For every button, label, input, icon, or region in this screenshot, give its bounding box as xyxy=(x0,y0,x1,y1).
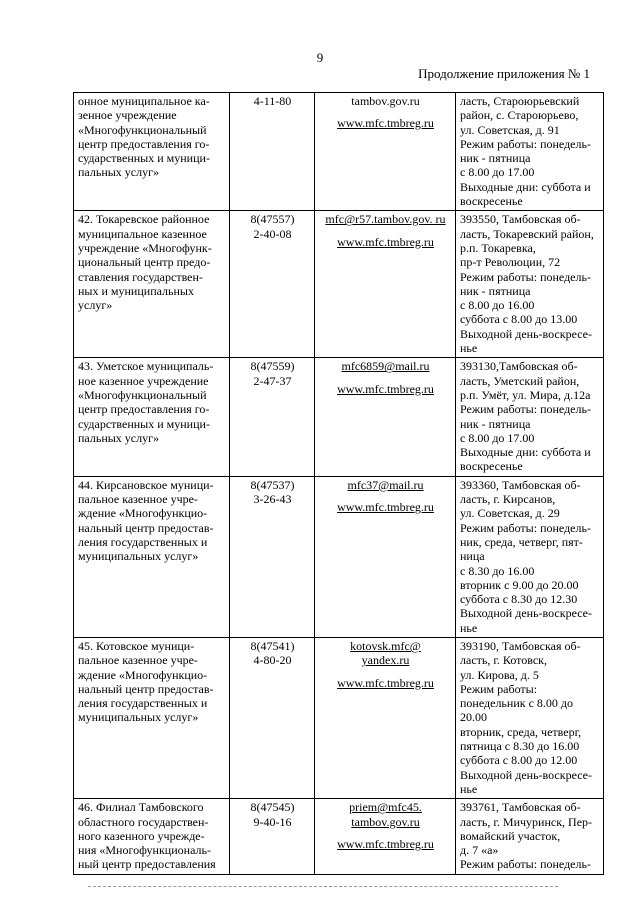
address-schedule-line: Режим работы: понедель- xyxy=(460,520,591,535)
address-schedule-line: пятница с 8.30 до 16.00 xyxy=(460,739,580,754)
appendix-continuation: Продолжение приложения № 1 xyxy=(418,66,590,81)
address-schedule-line: Режим работы: понедель- xyxy=(460,857,591,872)
org-name-line: ления государственных и xyxy=(78,534,208,549)
org-name-line: ждение «Многофункцио- xyxy=(78,667,208,682)
email-link[interactable]: mfc37@mail.ru xyxy=(347,477,424,492)
phone-cell xyxy=(230,211,315,358)
mfc-table-body xyxy=(74,93,604,875)
org-name-line: 46. Филиал Тамбовского xyxy=(78,800,204,815)
address-schedule-line: с 8.00 до 16.00 xyxy=(460,298,535,313)
address-schedule-line: с 8.00 до 17.00 xyxy=(460,165,535,180)
org-name-line: услуг» xyxy=(78,298,113,313)
address-schedule-line: ник - пятница xyxy=(460,283,531,298)
org-name-line: сударственных и муници- xyxy=(78,151,210,166)
address-schedule-line: вторник с 9.00 до 20.00 xyxy=(460,577,579,592)
address-schedule-line: Режим работы: понедель- xyxy=(460,136,591,151)
org-name-line: 45. Котовское муници- xyxy=(78,638,195,653)
phone-line: 8(47541) xyxy=(250,638,295,653)
table-row xyxy=(74,93,604,211)
org-name-line: ждение «Многофункцио- xyxy=(78,506,208,521)
address-schedule-line: Выходной день-воскресе- xyxy=(460,326,592,341)
address-schedule-line: нье xyxy=(460,341,478,356)
website-link[interactable]: www.mfc.tmbreg.ru xyxy=(337,381,434,396)
phone-cell xyxy=(230,476,315,637)
org-name-line: пальных услуг» xyxy=(78,165,160,180)
address-schedule-line: 393550, Тамбовская об- xyxy=(460,212,581,227)
table-row xyxy=(74,799,604,874)
org-name-line: муниципальное казенное xyxy=(78,226,207,241)
footer-divider xyxy=(88,886,558,887)
org-name-line: 42. Токаревское районное xyxy=(78,212,210,227)
org-name-line: пальных услуг» xyxy=(78,430,160,445)
org-name-line: нальный центр предостав- xyxy=(78,520,214,535)
website-link[interactable]: www.mfc.tmbreg.ru xyxy=(337,234,434,249)
spacer xyxy=(319,374,452,382)
phone-line: 9-40-16 xyxy=(253,814,292,829)
address-schedule-line: 393190, Тамбовская об- xyxy=(460,638,581,653)
org-name-line: центр предоставления го- xyxy=(78,136,210,151)
spacer xyxy=(319,668,452,676)
org-name-line: ное казенное учреждение xyxy=(78,373,209,388)
website-link[interactable]: www.mfc.tmbreg.ru xyxy=(337,116,434,131)
org-name-cell xyxy=(74,637,230,798)
phone-line: 8(47537) xyxy=(250,477,295,492)
website-link[interactable]: www.mfc.tmbreg.ru xyxy=(337,500,434,515)
email-link[interactable]: tambov.gov.ru xyxy=(351,94,420,108)
address-schedule-line: ница xyxy=(460,549,485,564)
phone-line: 4-11-80 xyxy=(253,94,292,108)
phone-line: 2-47-37 xyxy=(253,373,292,388)
address-schedule-line: суббота с 8.00 до 13.00 xyxy=(460,312,578,327)
address-schedule-line: суббота с 8.00 до 12.00 xyxy=(460,753,578,768)
address-schedule-line: ник - пятница xyxy=(460,416,531,431)
org-name-cell xyxy=(74,476,230,637)
org-name-line: «Многофункциональный xyxy=(78,387,207,402)
phone-line: 8(47545) xyxy=(250,800,295,815)
address-schedule-line: воскресенье xyxy=(460,194,523,209)
org-name-line: ния «Многофункциональ- xyxy=(78,843,211,858)
email-link[interactable]: mfc@r57.tambov.gov. ru xyxy=(325,212,446,227)
address-schedule-cell xyxy=(456,799,604,874)
address-schedule-line: с 8.30 до 16.00 xyxy=(460,563,535,578)
address-schedule-line: Выходной день-воскресе- xyxy=(460,767,592,782)
address-schedule-line: вторник, среда, четверг, xyxy=(460,724,582,739)
address-schedule-line: Режим работы: понедель- xyxy=(460,269,591,284)
spacer xyxy=(319,829,452,837)
phone-line: 3-26-43 xyxy=(253,492,292,507)
org-name-line: онное муниципальное ка- xyxy=(78,94,210,108)
address-schedule-line: понедельник с 8.00 до xyxy=(460,696,574,711)
address-schedule-line: Выходные дни: суббота и xyxy=(460,445,591,460)
address-schedule-line: д. 7 «а» xyxy=(460,843,499,858)
address-schedule-line: пр-т Революции, 72 xyxy=(460,255,561,270)
address-schedule-line: Выходной день-воскресе- xyxy=(460,606,592,621)
org-name-line: ного казенного учрежде- xyxy=(78,828,205,843)
phone-line: 8(47559) xyxy=(250,359,295,374)
email-link[interactable]: kotovsk.mfc@ yandex.ru xyxy=(350,638,421,668)
address-schedule-line: суббота с 8.30 до 12.30 xyxy=(460,592,578,607)
phone-cell xyxy=(230,93,315,211)
address-schedule-line: ул. Советская, д. 29 xyxy=(460,506,560,521)
address-schedule-cell xyxy=(456,93,604,211)
address-schedule-line: р.п. Токаревка, xyxy=(460,240,536,255)
org-name-line: ный центр предоставления xyxy=(78,857,216,872)
org-name-line: пальное казенное учре- xyxy=(78,492,198,507)
email-link[interactable]: mfc6859@mail.ru xyxy=(341,359,430,374)
spacer xyxy=(319,492,452,500)
address-schedule-line: ласть, г. Кирсанов, xyxy=(460,492,556,507)
address-schedule-line: ласть, г. Мичуринск, Пер- xyxy=(460,814,593,829)
org-name-line: областного государствен- xyxy=(78,814,209,829)
phone-line: 2-40-08 xyxy=(253,226,292,241)
address-schedule-line: Режим работы: понедель- xyxy=(460,402,591,417)
org-name-line: ных и муниципальных xyxy=(78,283,194,298)
contacts-cell xyxy=(315,358,456,476)
address-schedule-line: нье xyxy=(460,620,478,635)
org-name-cell xyxy=(74,93,230,211)
org-name-line: нальный центр предостав- xyxy=(78,681,214,696)
phone-line: 4-80-20 xyxy=(253,653,292,668)
address-schedule-line: ул. Советская, д. 91 xyxy=(460,122,560,137)
address-schedule-cell xyxy=(456,476,604,637)
contacts-cell xyxy=(315,211,456,358)
table-row xyxy=(74,358,604,476)
org-name-line: муниципальных услуг» xyxy=(78,710,199,725)
mfc-table xyxy=(73,92,604,875)
org-name-line: пальное казенное учре- xyxy=(78,653,198,668)
table-row xyxy=(74,476,604,637)
website-link[interactable]: www.mfc.tmbreg.ru xyxy=(337,675,434,690)
org-name-line: сударственных и муници- xyxy=(78,416,210,431)
address-schedule-line: 393360, Тамбовская об- xyxy=(460,477,581,492)
org-name-line: центр предоставления го- xyxy=(78,402,210,417)
org-name-line: ления государственных и xyxy=(78,696,208,711)
org-name-line: муниципальных услуг» xyxy=(78,549,199,564)
page-number: 9 xyxy=(316,50,324,65)
org-name-line: ставления государствен- xyxy=(78,269,203,284)
address-schedule-line: 20.00 xyxy=(460,710,487,725)
address-schedule-line: р.п. Умёт, ул. Мира, д.12а xyxy=(460,387,591,402)
address-schedule-line: район, с. Староюрьево, xyxy=(460,108,579,123)
address-schedule-cell xyxy=(456,358,604,476)
address-schedule-line: воскресенье xyxy=(460,459,523,474)
address-schedule-line: ласть, Староюрьевский xyxy=(460,94,580,108)
address-schedule-line: ник - пятница xyxy=(460,151,531,166)
phone-cell xyxy=(230,637,315,798)
email-link[interactable]: priem@mfc45. tambov.gov.ru xyxy=(349,800,422,829)
address-schedule-line: нье xyxy=(460,781,478,796)
contacts-cell xyxy=(315,476,456,637)
address-schedule-line: 393130,Тамбовская об- xyxy=(460,359,578,374)
org-name-line: циональный центр предо- xyxy=(78,255,211,270)
address-schedule-line: вомайский участок, xyxy=(460,828,561,843)
address-schedule-line: ласть, г. Котовск, xyxy=(460,653,548,668)
phone-cell xyxy=(230,358,315,476)
org-name-cell xyxy=(74,799,230,874)
phone-cell xyxy=(230,799,315,874)
spacer xyxy=(319,108,452,116)
address-schedule-line: ласть, Токаревский район, xyxy=(460,226,594,241)
org-name-line: зенное учреждение xyxy=(78,108,177,123)
spacer xyxy=(319,227,452,235)
org-name-line: учреждение «Многофунк- xyxy=(78,240,212,255)
address-schedule-line: ник, среда, четверг, пят- xyxy=(460,534,583,549)
table-row xyxy=(74,637,604,798)
phone-line: 8(47557) xyxy=(250,212,295,227)
org-name-line: 43. Уметское муниципаль- xyxy=(78,359,214,374)
org-name-cell xyxy=(74,358,230,476)
contacts-cell xyxy=(315,637,456,798)
address-schedule-cell xyxy=(456,637,604,798)
table-row xyxy=(74,211,604,358)
address-schedule-line: Выходные дни: суббота и xyxy=(460,179,591,194)
org-name-cell xyxy=(74,211,230,358)
org-name-line: 44. Кирсановское муници- xyxy=(78,477,214,492)
address-schedule-cell xyxy=(456,211,604,358)
address-schedule-line: ул. Кирова, д. 5 xyxy=(460,667,539,682)
contacts-cell xyxy=(315,93,456,211)
address-schedule-line: с 8.00 до 17.00 xyxy=(460,430,535,445)
address-schedule-line: ласть, Уметский район, xyxy=(460,373,580,388)
website-link[interactable]: www.mfc.tmbreg.ru xyxy=(337,836,434,851)
contacts-cell xyxy=(315,799,456,874)
address-schedule-line: 393761, Тамбовская об- xyxy=(460,800,581,815)
address-schedule-line: Режим работы: xyxy=(460,681,538,696)
org-name-line: «Многофункциональный xyxy=(78,122,207,137)
